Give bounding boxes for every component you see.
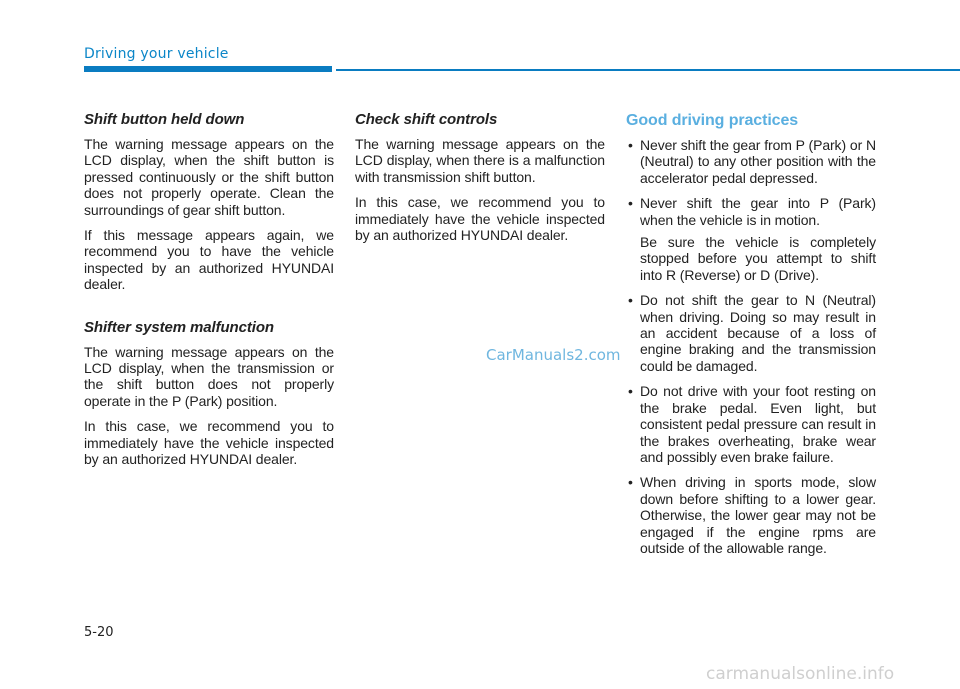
list-item-text: Do not drive with your foot resting on the brake pedal. Even light, but consistent pedal pressure can result in the brakes overheating, brake wear and possibly even brake failure. [640,383,876,465]
heading-good-driving-practices: Good driving practices [626,112,799,129]
paragraph: In this case, we recommend you to immediately have the vehicle inspected by an authorized HYUNDAI dealer. [84,418,334,468]
heading-shift-button-held-down: Shift button held down [84,111,245,128]
list-item [626,137,876,186]
list-item [626,383,876,465]
footer-watermark: carmanualsonline.info [706,664,895,684]
bullet-icon: • [628,137,633,153]
heading-check-shift-controls: Check shift controls [355,111,498,128]
list-item [626,195,876,283]
paragraph: The warning message appears on the LCD display, when the shift button is pressed continuously or the shift button does not properly operate. Clean the surroundings of gear shift button. [84,136,334,218]
list-item-text: Never shift the gear from P (Park) or N (Neutral) to any other position with the accelerator pedal depressed. [640,137,876,186]
bullet-icon: • [628,383,633,400]
paragraph: If this message appears again, we recommend you to have the vehicle inspected by an authorized HYUNDAI dealer. [84,227,334,293]
bullet-icon: • [628,195,633,212]
watermark: CarManuals2.com [486,346,621,364]
list-item [626,474,876,556]
paragraph: The warning message appears on the LCD display, when the transmission or the shift button does not properly operate in the P (Park) position. [84,343,334,409]
column-middle [355,111,605,252]
list-item [626,292,876,374]
bullet-icon: • [628,292,633,309]
list-item-text: Do not shift the gear to N (Neutral) when driving. Doing so may result in an accident because of a loss of engine braking and the transmission could be damaged. [640,292,876,374]
list-item-text: When driving in sports mode, slow down before shifting to a lower gear. Otherwise, the lower gear may not be engaged if the engine rpms are outside of the allowable range. [640,474,876,556]
column-left [84,111,334,477]
list-item-text: Never shift the gear into P (Park) when the vehicle is in motion. [640,195,876,228]
header-bar [84,66,332,72]
heading-shifter-system-malfunction: Shifter system malfunction [84,318,274,336]
section-header: Driving your vehicle [84,46,229,62]
header-rule [336,69,960,71]
driving-practices-list [626,137,876,556]
list-item-subtext: Be sure the vehicle is completely stopped before you attempt to shift into R (Reverse) or D (Drive). [640,234,876,283]
page-number: 5-20 [84,625,114,640]
bullet-icon: • [628,474,633,491]
paragraph: In this case, we recommend you to immediately have the vehicle inspected by an authorized HYUNDAI dealer. [355,194,605,244]
paragraph: The warning message appears on the LCD display, when there is a malfunction with transmission shift button. [355,136,605,185]
column-right [626,111,876,565]
